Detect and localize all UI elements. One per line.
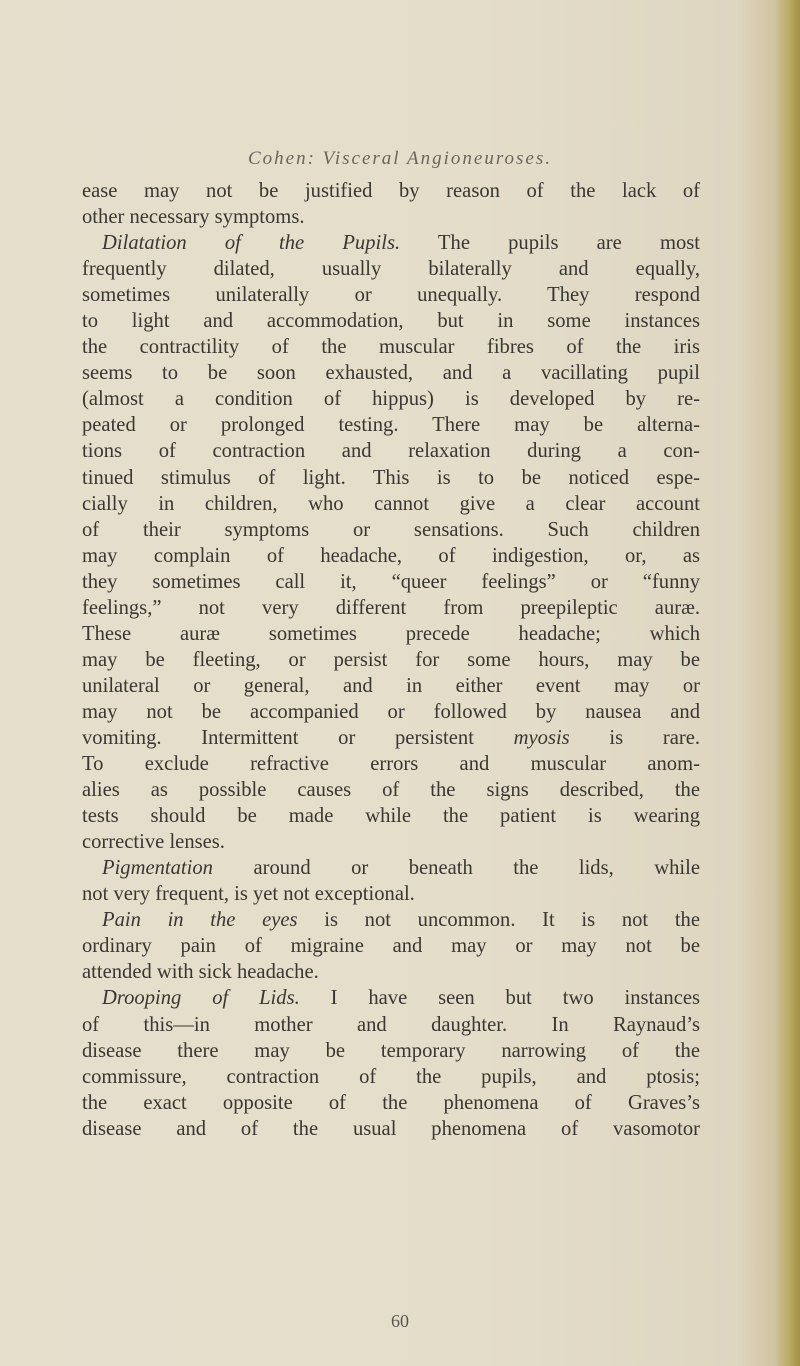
text-line — [82, 517, 700, 543]
text-line — [82, 777, 700, 803]
text-line — [82, 933, 700, 959]
text-segment: frequently dilated, usually bilaterally and equally, — [82, 258, 700, 281]
text-segment: unilateral or general, and in either event may or — [82, 674, 700, 697]
text-segment: tions of contraction and relaxation during a con- — [82, 440, 700, 463]
text-segment: I have seen but two instances — [299, 987, 700, 1010]
text-line — [82, 438, 700, 464]
text-line — [82, 647, 700, 673]
text-line — [82, 595, 700, 621]
text-segment: to light and accommodation, but in some instances — [82, 310, 700, 333]
italic-term: Pigmentation — [102, 857, 213, 880]
italic-term: Drooping of Lids. — [102, 987, 300, 1010]
text-segment: (almost a condition of hippus) is developed by re- — [82, 388, 700, 411]
text-line — [82, 699, 700, 725]
text-segment: not very frequent, is yet not exceptional. — [82, 883, 415, 906]
text-line — [82, 1038, 700, 1064]
text-segment: around or beneath the lids, while — [212, 857, 700, 880]
text-segment: may be fleeting, or persist for some hours, may be — [82, 648, 700, 671]
text-segment: attended with sick headache. — [82, 961, 319, 984]
text-segment: ease may not be justified by reason of the lack of — [82, 180, 700, 202]
text-line — [82, 282, 700, 308]
text-segment: alies as possible causes of the signs described, the — [82, 779, 700, 802]
page-number: 60 — [391, 1311, 409, 1331]
text-segment: disease and of the usual phenomena of vasomotor — [82, 1117, 700, 1140]
text-segment: of their symptoms or sensations. Such children — [82, 518, 700, 541]
text-line — [82, 204, 700, 230]
text-line — [82, 673, 700, 699]
text-line — [82, 1116, 700, 1142]
italic-term: Dilatation of the Pupils. — [102, 232, 401, 255]
text-segment: cially in children, who cannot give a clear account — [82, 492, 700, 515]
text-segment: seems to be soon exhausted, and a vacillating pupil — [82, 362, 700, 385]
text-segment: tinued stimulus of light. This is to be noticed espe- — [82, 466, 700, 489]
text-segment: vomiting. Intermittent or persistent — [82, 726, 514, 749]
text-line — [82, 360, 700, 386]
italic-term: Pain in the eyes — [102, 909, 298, 932]
text-segment: These auræ sometimes precede headache; which — [82, 622, 700, 645]
text-segment: tests should be made while the patient is wearing — [82, 805, 700, 828]
text-segment: sometimes unilaterally or unequally. They respond — [82, 284, 700, 307]
text-segment: other necessary symptoms. — [82, 206, 305, 229]
text-line — [82, 1064, 700, 1090]
text-line — [82, 725, 700, 751]
body-text — [82, 178, 700, 1142]
text-segment: may not be accompanied or followed by nausea and — [82, 700, 700, 723]
text-line — [82, 1090, 700, 1116]
text-segment: the exact opposite of the phenomena of Graves’s — [82, 1091, 700, 1114]
text-line — [82, 308, 700, 334]
text-line — [82, 412, 700, 438]
text-segment: ordinary pain of migraine and may or may not be — [82, 935, 700, 958]
text-segment: of this—in mother and daughter. In Raynaud’s — [82, 1013, 700, 1036]
text-line — [82, 881, 700, 907]
text-line — [82, 829, 700, 855]
text-segment: may complain of headache, of indigestion, or, as — [82, 544, 700, 567]
text-segment: corrective lenses. — [82, 831, 225, 854]
text-line — [82, 855, 700, 881]
text-line — [82, 959, 700, 985]
text-line — [82, 907, 700, 933]
text-segment: is not uncommon. It is not the — [297, 909, 700, 932]
page-edge-stain — [774, 0, 800, 1366]
text-line — [82, 985, 700, 1011]
text-segment: feelings,” not very different from preepileptic auræ. — [82, 596, 700, 619]
text-line — [82, 543, 700, 569]
text-line — [82, 621, 700, 647]
text-line — [82, 1012, 700, 1038]
text-segment: commissure, contraction of the pupils, and ptosis; — [82, 1065, 700, 1088]
text-line — [82, 803, 700, 829]
text-line — [82, 491, 700, 517]
italic-term: myosis — [513, 726, 570, 749]
text-segment: the contractility of the muscular fibres of the iris — [82, 336, 700, 359]
text-segment: disease there may be temporary narrowing of the — [82, 1039, 700, 1062]
text-segment: is rare. — [569, 726, 700, 749]
text-line — [82, 256, 700, 282]
text-segment: To exclude refractive errors and muscular anom- — [82, 753, 700, 776]
text-line — [82, 751, 700, 777]
text-line — [82, 178, 700, 204]
text-segment: The pupils are most — [400, 232, 700, 255]
text-line — [82, 465, 700, 491]
text-line — [82, 230, 700, 256]
running-head: Cohen: Visceral Angioneuroses. — [248, 148, 552, 169]
text-segment: they sometimes call it, “queer feelings” or “funny — [82, 570, 700, 593]
text-line — [82, 569, 700, 595]
text-line — [82, 386, 700, 412]
text-line — [82, 334, 700, 360]
text-segment: peated or prolonged testing. There may be alterna- — [82, 414, 700, 437]
